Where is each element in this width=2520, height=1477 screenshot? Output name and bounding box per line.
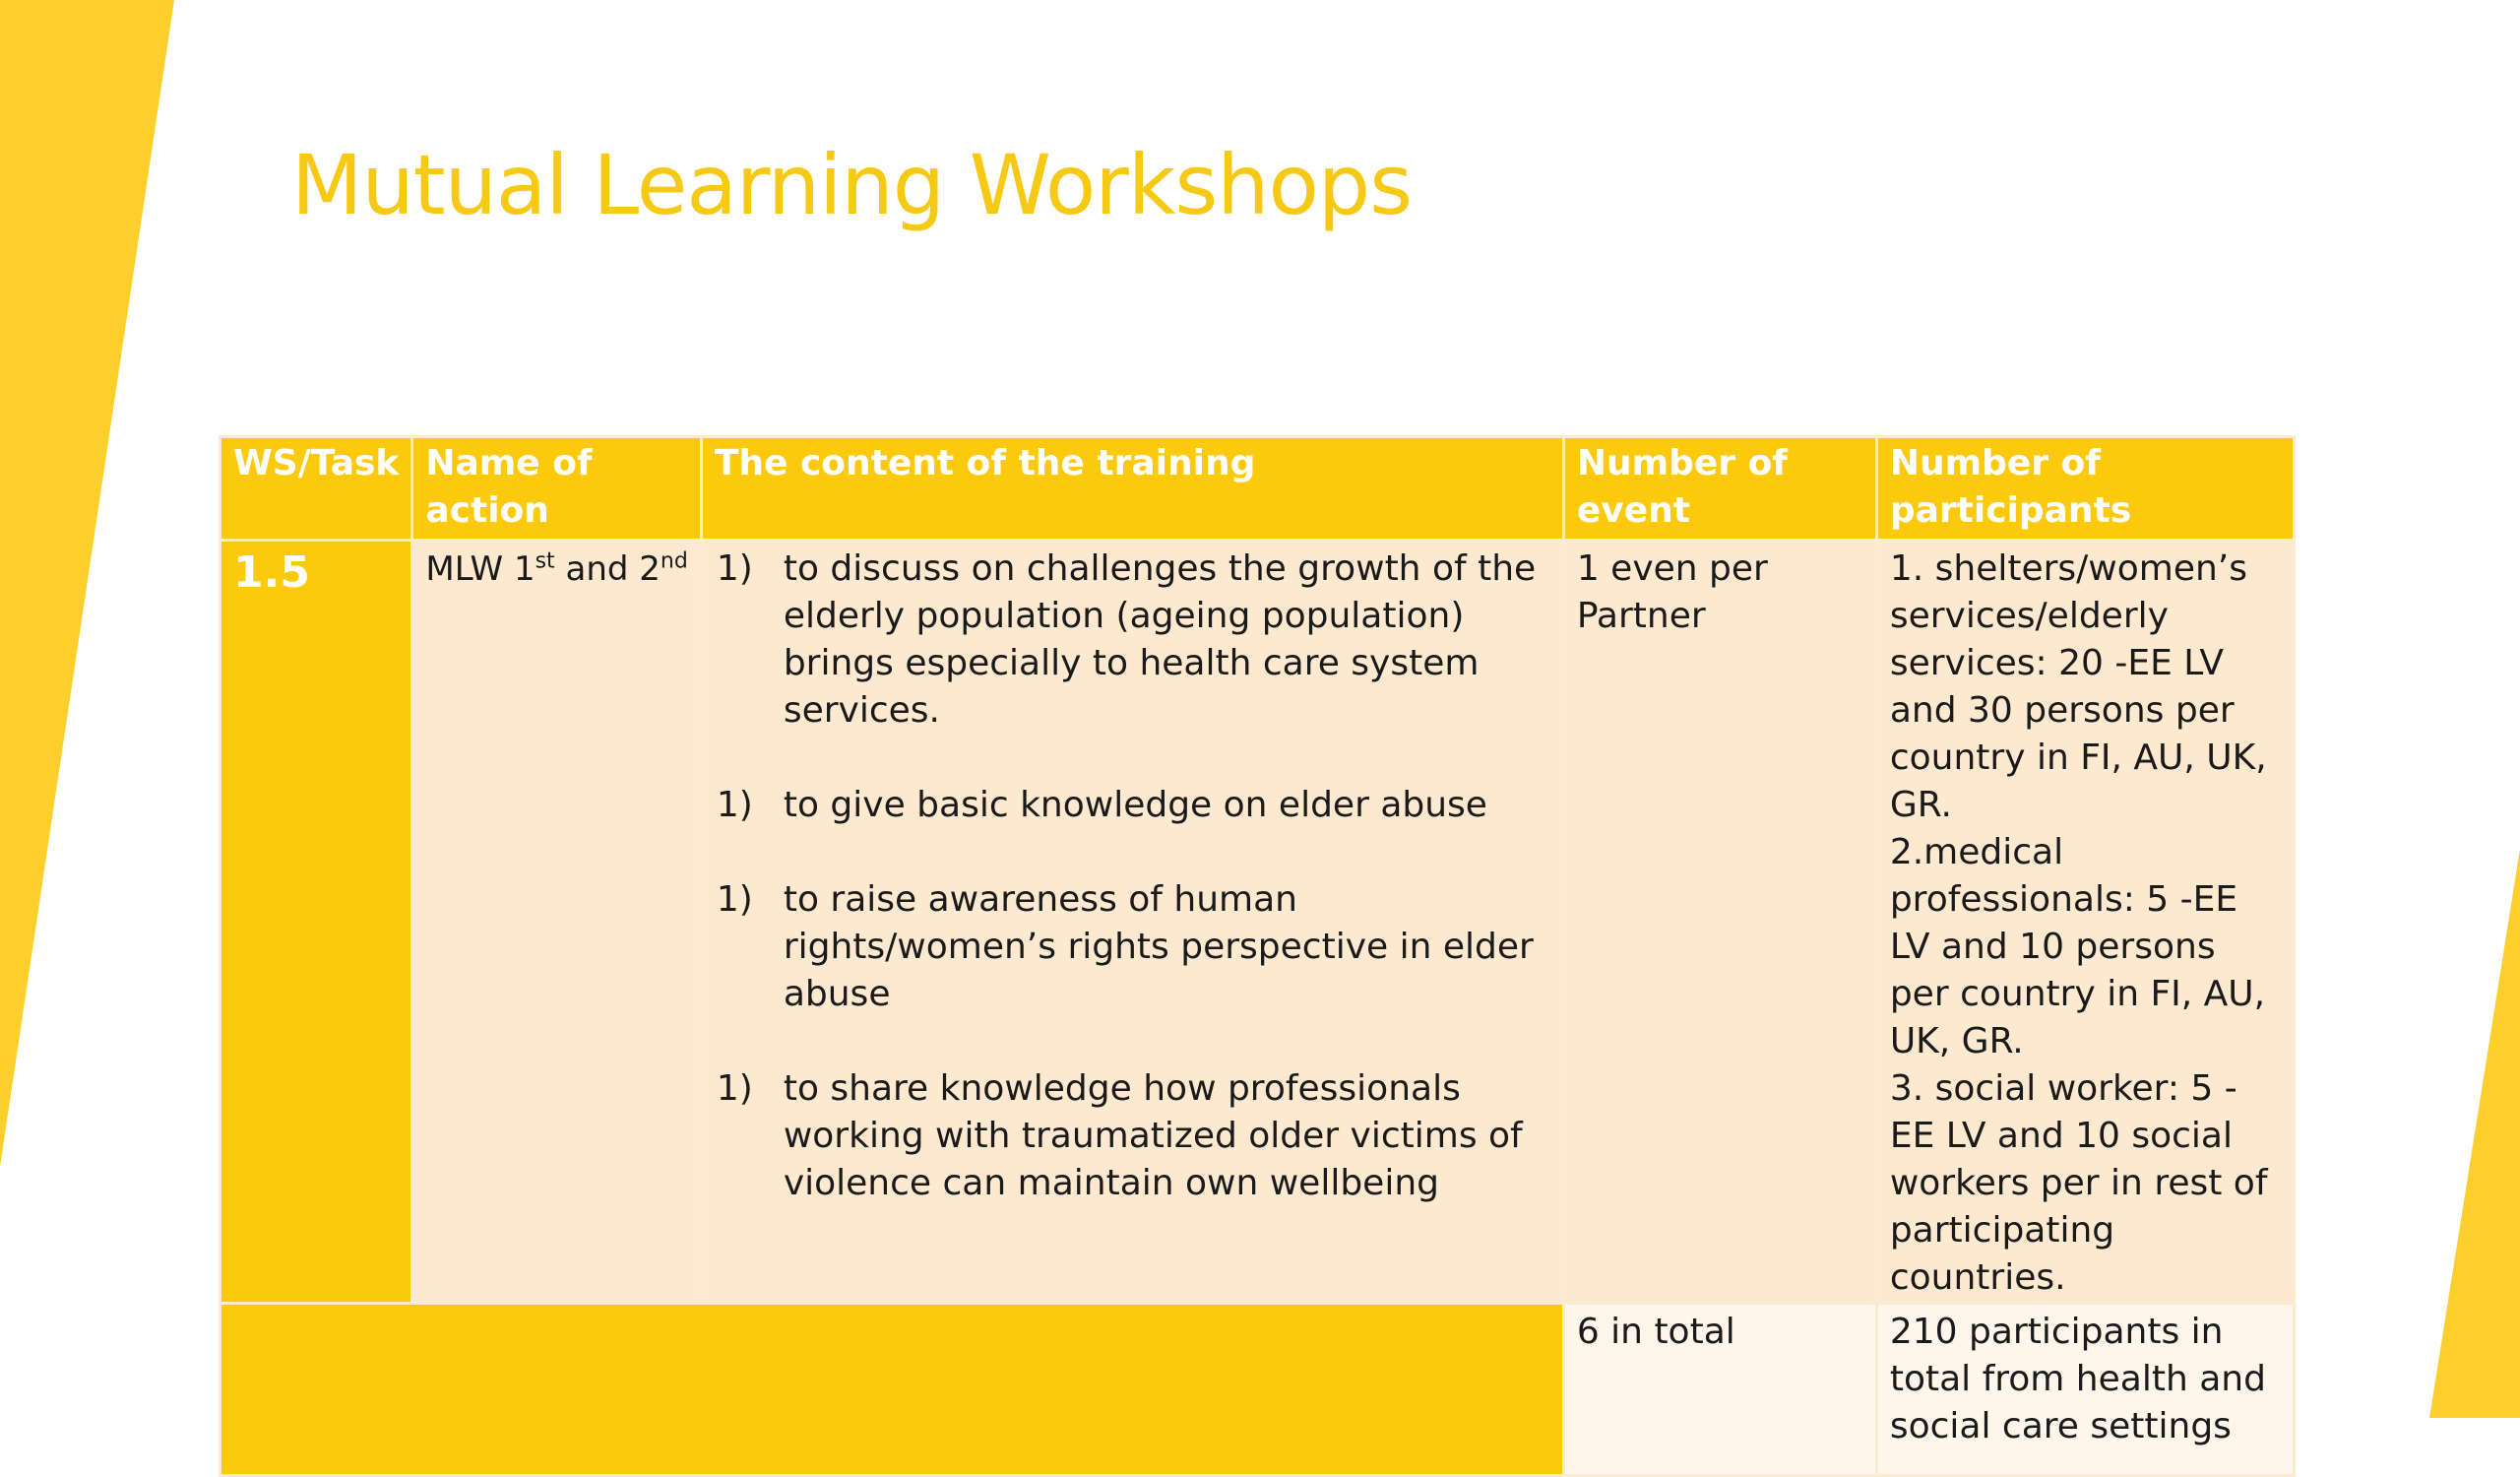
action-text bbox=[425, 549, 687, 589]
header-ws-task: WS/Task bbox=[220, 437, 412, 541]
list-item bbox=[715, 546, 1550, 735]
participants-line: 3. social worker: 5 -EE LV and 10 social workers per in rest of participating countries. bbox=[1889, 1068, 2268, 1298]
table-header-row bbox=[220, 437, 2295, 541]
table-row bbox=[220, 541, 2295, 1304]
list-item bbox=[715, 1065, 1550, 1207]
list-text: to discuss on challenges the growth of the elderly population (ageing population) brings especially to health care system services. bbox=[783, 548, 1537, 731]
total-row bbox=[220, 1304, 2295, 1476]
action-sup-1: st bbox=[535, 548, 555, 574]
list-number: 1) bbox=[716, 548, 753, 589]
participants-line: 2.medical professionals: 5 -EE LV and 10 persons per country in FI, AU, UK, GR. bbox=[1889, 832, 2266, 1061]
total-merged-cell bbox=[220, 1304, 1564, 1476]
list-text: to share knowledge how professionals working with traumatized older victims of violence can maintain own wellbeing bbox=[783, 1068, 1523, 1203]
list-text: to raise awareness of human rights/women’s rights perspective in elder abuse bbox=[783, 879, 1534, 1014]
action-sup-2: nd bbox=[660, 548, 688, 574]
list-number: 1) bbox=[716, 785, 753, 825]
action-base: MLW 1 bbox=[425, 549, 536, 589]
events-cell: 1 even per Partner bbox=[1563, 541, 1876, 1304]
header-content: The content of the training bbox=[701, 437, 1563, 541]
action-mid: and 2 bbox=[554, 549, 661, 589]
header-number-of-participants: Number of participants bbox=[1876, 437, 2294, 541]
right-yellow-stripe bbox=[2429, 849, 2520, 1418]
action-cell bbox=[412, 541, 701, 1304]
header-name-of-action: Name of action bbox=[412, 437, 701, 541]
list-text: to give basic knowledge on elder abuse bbox=[783, 785, 1487, 825]
workshop-table bbox=[219, 435, 2296, 1477]
list-number: 1) bbox=[716, 879, 753, 920]
list-item bbox=[715, 876, 1550, 1018]
content-list bbox=[715, 546, 1550, 1207]
content-cell bbox=[701, 541, 1563, 1304]
participants-line: 1. shelters/women’s services/elderly services: 20 -EE LV and 30 persons per country in FI, AU, UK, GR. bbox=[1889, 548, 2267, 825]
header-number-of-event: Number of event bbox=[1563, 437, 1876, 541]
total-participants-cell: 210 participants in total from health and social care settings bbox=[1876, 1304, 2294, 1476]
list-number: 1) bbox=[716, 1068, 753, 1109]
left-yellow-stripe bbox=[0, 0, 174, 1167]
task-cell: 1.5 bbox=[220, 541, 412, 1304]
total-events-cell: 6 in total bbox=[1563, 1304, 1876, 1476]
page-title: Mutual Learning Workshops bbox=[291, 137, 1412, 233]
participants-cell bbox=[1876, 541, 2294, 1304]
list-item bbox=[715, 782, 1550, 829]
